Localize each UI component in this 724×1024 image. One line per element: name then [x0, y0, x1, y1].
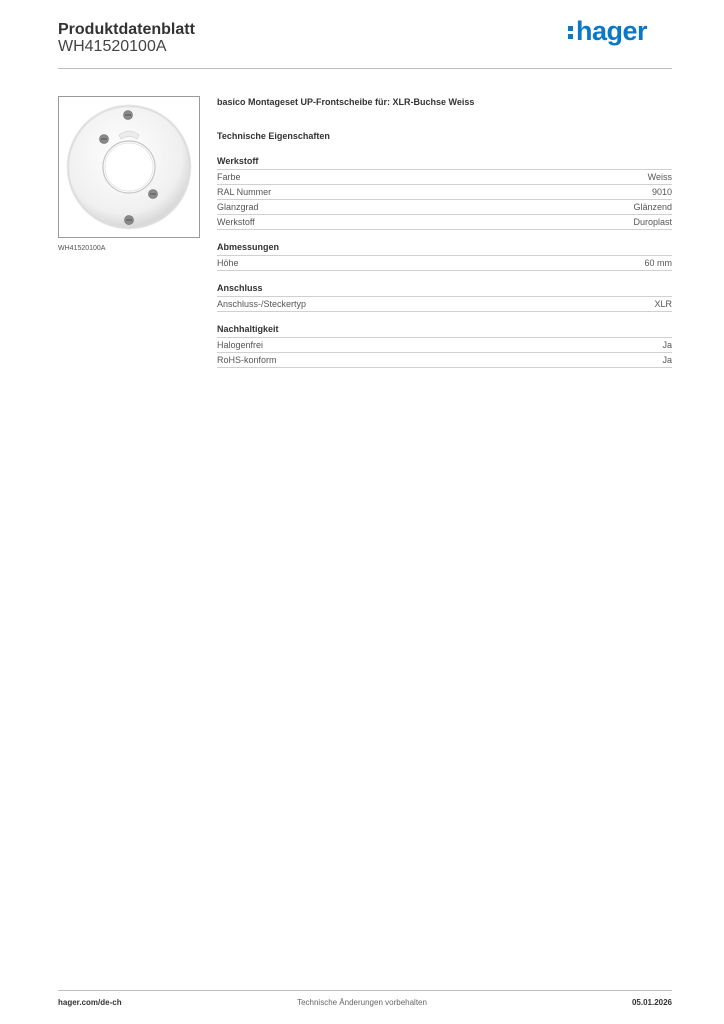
group-title: Werkstoff: [217, 155, 672, 170]
row-value: Glänzend: [633, 202, 672, 212]
article-number: WH41520100A: [58, 38, 167, 55]
header-divider: [58, 68, 672, 69]
spec-content: [217, 96, 672, 368]
product-title: basico Montageset UP-Frontscheibe für: XLR-Buchse Weiss: [217, 97, 475, 107]
row-value: 9010: [651, 187, 672, 197]
logo-dots-icon: [568, 22, 573, 42]
spec-group-abmessungen: [217, 241, 672, 271]
table-row: [217, 338, 672, 353]
row-value: Weiss: [647, 172, 672, 182]
row-label: Halogenfrei: [217, 340, 264, 350]
row-label: Höhe: [217, 258, 239, 268]
footer-website-link[interactable]: hager.com/de-ch: [58, 998, 122, 1007]
spec-group-nachhaltigkeit: [217, 323, 672, 368]
footer-notice: Technische Änderungen vorbehalten: [297, 998, 427, 1007]
logo-text: hager: [576, 16, 648, 46]
screw-icon: [124, 111, 133, 120]
row-value: Duroplast: [633, 217, 672, 227]
table-row: [217, 200, 672, 215]
screw-icon: [100, 135, 109, 144]
footer-date: 05.01.2026: [631, 998, 672, 1007]
table-row: [217, 215, 672, 230]
row-value: Ja: [662, 340, 672, 350]
product-image: [58, 96, 200, 238]
row-value: Ja: [662, 355, 672, 365]
group-title: Anschluss: [217, 282, 672, 297]
spec-group-anschluss: [217, 282, 672, 312]
row-label: Glanzgrad: [217, 202, 259, 212]
table-row: [217, 297, 672, 312]
screw-icon: [125, 216, 134, 225]
row-value: XLR: [654, 299, 672, 309]
table-row: [217, 185, 672, 200]
row-label: RoHS-konform: [217, 355, 277, 365]
group-title: Abmessungen: [217, 241, 672, 256]
row-label: Anschluss-/Steckertyp: [217, 299, 307, 309]
screw-icon: [149, 190, 158, 199]
row-value: 60 mm: [644, 258, 672, 268]
table-row: [217, 170, 672, 185]
section-title: Technische Eigenschaften: [217, 131, 330, 141]
row-label: Werkstoff: [217, 217, 255, 227]
row-label: RAL Nummer: [217, 187, 272, 197]
row-label: Farbe: [217, 172, 241, 182]
front-plate-picture: [59, 97, 199, 237]
hager-logo: [568, 16, 647, 47]
spec-group-werkstoff: [217, 155, 672, 230]
footer-divider: [58, 990, 672, 991]
page-title: Produktdatenblatt: [58, 21, 195, 38]
group-title: Nachhaltigkeit: [217, 323, 672, 338]
image-caption: WH41520100A: [58, 245, 106, 252]
table-row: [217, 256, 672, 271]
table-row: [217, 353, 672, 368]
